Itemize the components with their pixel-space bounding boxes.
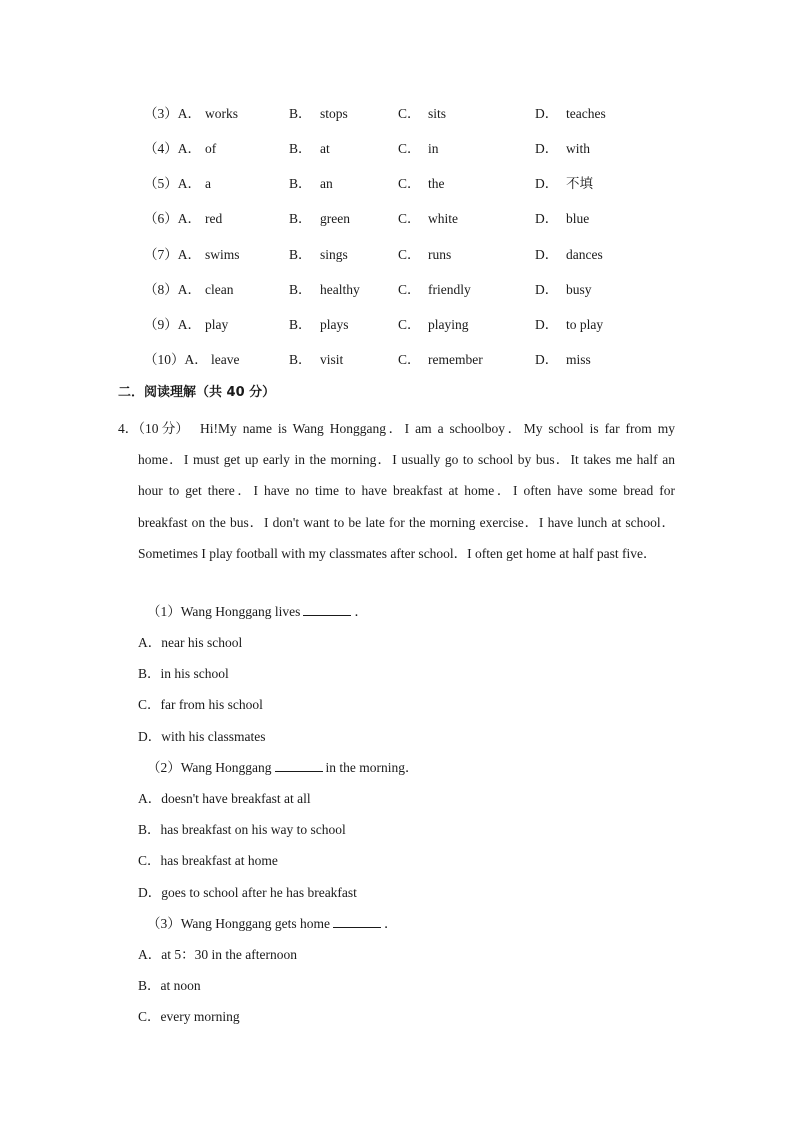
option-c-label: C．: [398, 282, 421, 297]
option-d: to play: [566, 317, 604, 332]
answer-option: D．goes to school after he has breakfast: [138, 885, 357, 900]
question-stem: （3）Wang Honggang gets home: [147, 916, 331, 931]
option-d-label: D．: [535, 176, 559, 191]
option-c: white: [428, 211, 458, 226]
sub-question-2: [147, 758, 419, 778]
option-d-label: D．: [535, 317, 559, 332]
option-d: teaches: [566, 106, 606, 121]
option-b: healthy: [320, 282, 360, 297]
sub-question-3: [147, 914, 398, 934]
option-b-label: B．: [289, 352, 312, 367]
option-c-label: C．: [398, 247, 421, 262]
option-b: an: [320, 176, 333, 191]
option-number: （3）A．: [144, 106, 201, 121]
answer-option: C．far from his school: [138, 697, 263, 712]
option-number: （7）A．: [144, 247, 201, 262]
option-b: at: [320, 141, 330, 156]
option-b-label: B．: [289, 211, 312, 226]
option-c-label: C．: [398, 141, 421, 156]
option-c: playing: [428, 317, 469, 332]
option-b: plays: [320, 317, 349, 332]
option-b-label: B．: [289, 141, 312, 156]
option-d-label: D．: [535, 106, 559, 121]
option-number: （5）A．: [144, 176, 201, 191]
sub-question-1: [147, 602, 368, 622]
question-stem: （1）Wang Honggang lives: [147, 604, 301, 619]
option-c-label: C．: [398, 317, 421, 332]
question-stem-end: ．: [354, 604, 368, 619]
option-c-label: C．: [398, 211, 421, 226]
option-a: clean: [205, 282, 234, 297]
answer-option: B．at noon: [138, 978, 201, 993]
answer-option: B．in his school: [138, 666, 229, 681]
option-d: busy: [566, 282, 592, 297]
option-c: friendly: [428, 282, 471, 297]
option-d: with: [566, 141, 591, 156]
option-c-label: C．: [398, 352, 421, 367]
answer-blank: [303, 603, 351, 616]
section-title: 二．阅读理解（共 40 分）: [118, 385, 276, 400]
reading-passage: [138, 413, 675, 569]
option-a: works: [205, 106, 238, 121]
option-a: leave: [211, 352, 240, 367]
option-c: remember: [428, 352, 483, 367]
option-d: miss: [566, 352, 591, 367]
option-c: the: [428, 176, 445, 191]
option-d: 不填: [566, 176, 593, 191]
option-number: （10）A．: [144, 352, 208, 367]
option-number: （6）A．: [144, 211, 201, 226]
answer-blank: [275, 759, 323, 772]
answer-option: C．has breakfast at home: [138, 853, 278, 868]
option-d-label: D．: [535, 282, 559, 297]
option-d: blue: [566, 211, 590, 226]
option-b-label: B．: [289, 176, 312, 191]
option-b-label: B．: [289, 106, 312, 121]
option-a: of: [205, 141, 217, 156]
option-number: （9）A．: [144, 317, 201, 332]
option-d-label: D．: [535, 211, 559, 226]
answer-option: A．doesn't have breakfast at all: [138, 791, 311, 806]
option-b: sings: [320, 247, 348, 262]
option-c-label: C．: [398, 106, 421, 121]
option-b: visit: [320, 352, 344, 367]
option-number: （8）A．: [144, 282, 201, 297]
option-a: swims: [205, 247, 240, 262]
option-c: in: [428, 141, 439, 156]
option-b: green: [320, 211, 350, 226]
question-stem-end: ．: [384, 916, 398, 931]
passage-text: Hi!My name is Wang Honggang．I am a schoolboy．My school is far from my home．I must get up early in the morning．I usually go to school by bus．It takes me half an hour to get there．I have no time to have breakfast at home．I often have some bread for breakfast on the bus．I don't want to be late for the morning exercise．I have lunch at school．Sometimes I play football with my classmates after school．I often get home at half past five．: [138, 421, 675, 561]
option-c-label: C．: [398, 176, 421, 191]
option-a: play: [205, 317, 229, 332]
option-c: runs: [428, 247, 452, 262]
option-d: dances: [566, 247, 603, 262]
answer-option: C．every morning: [138, 1009, 240, 1024]
option-d-label: D．: [535, 141, 559, 156]
answer-option: A．at 5：30 in the afternoon: [138, 947, 297, 962]
option-b-label: B．: [289, 282, 312, 297]
answer-option: A．near his school: [138, 635, 243, 650]
option-b-label: B．: [289, 317, 312, 332]
question-number: 4．（10 分）: [118, 421, 189, 436]
option-b: stops: [320, 106, 348, 121]
option-a: red: [205, 211, 223, 226]
option-number: （4）A．: [144, 141, 201, 156]
option-a: a: [205, 176, 211, 191]
question-stem: （2）Wang Honggang: [147, 760, 272, 775]
option-d-label: D．: [535, 352, 559, 367]
answer-option: B．has breakfast on his way to school: [138, 822, 346, 837]
option-c: sits: [428, 106, 447, 121]
answer-option: D．with his classmates: [138, 729, 266, 744]
answer-blank: [333, 915, 381, 928]
option-d-label: D．: [535, 247, 559, 262]
option-b-label: B．: [289, 247, 312, 262]
question-stem-end: in the morning．: [325, 760, 419, 775]
